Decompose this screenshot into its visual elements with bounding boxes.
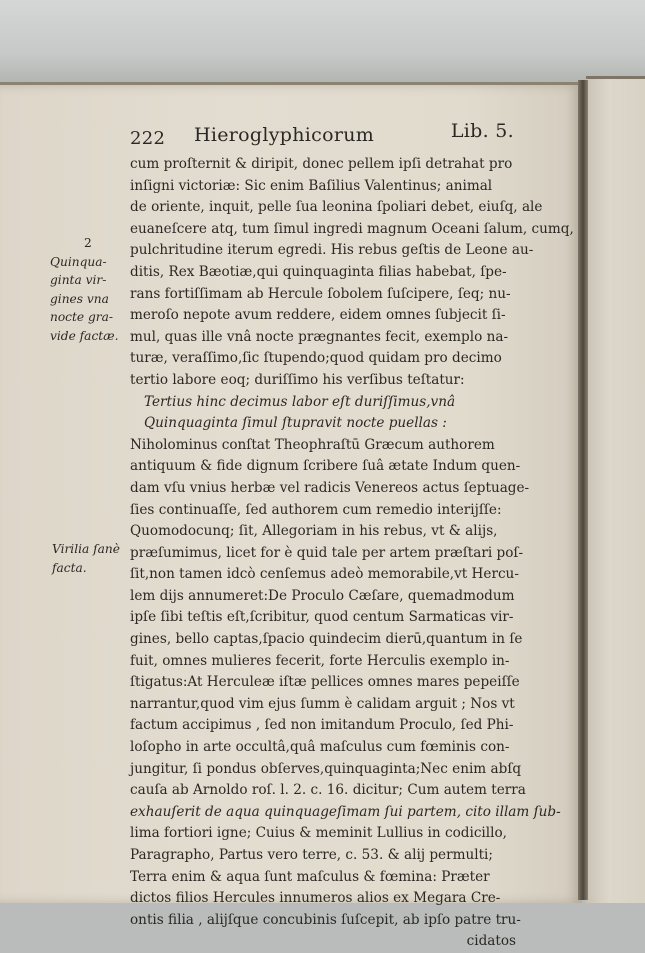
text-line: euaneſcere atq, tum ſimul ingredi magnum Oceani ſalum, cumq, <box>130 220 574 237</box>
text-line: lima fortiori igne; Cuius & meminit Lullius in codicillo, <box>130 825 507 842</box>
text-line: gines, bello captas,ſpacio quindecim dierū,quantum in ſe <box>130 631 523 648</box>
page-number: 222 <box>130 128 166 149</box>
text-line: meroſo nepote avum reddere, eidem omnes ſubjecit ſi- <box>130 307 506 324</box>
margin-note-line: vide factæ. <box>50 328 119 343</box>
text-line: lem dijs annumeret:De Proculo Cæſare, quemadmodum <box>130 587 515 604</box>
text-line: loſopho in arte occultâ,quâ maſculus cum fœminis con- <box>130 739 510 756</box>
book-label: Lib. 5. <box>450 120 514 142</box>
text-line: cauſa ab Arnoldo roſ. l. 2. c. 16. dicitur; Cum autem terra <box>130 782 526 799</box>
text-line: ſies continuaſſe, ſed authorem cum remedio interijſſe: <box>130 501 502 518</box>
facing-page-edge <box>586 76 645 903</box>
page-text-block <box>130 120 574 953</box>
text-line-italic: exhauſerit de aqua quinquageſimam ſui partem, cito illam ſub- <box>130 803 561 820</box>
catchword: cidatos <box>466 933 516 950</box>
margin-note-line: gines vna <box>50 291 109 306</box>
text-line: fuit, omnes mulieres fecerit, forte Herculis exemplo in- <box>130 652 510 669</box>
text-line: ditis, Rex Bæotiæ,qui quinquaginta filias habebat, ſpe- <box>130 263 507 280</box>
running-head <box>130 120 518 154</box>
margin-note-line: Virilia ſanè <box>52 542 120 556</box>
margin-note-line: facta. <box>52 560 87 575</box>
running-title: Hieroglyphicorum <box>194 124 375 146</box>
background-surface <box>0 0 645 90</box>
text-line: mul, quas ille vnâ nocte prægnantes fecit, exemplo na- <box>130 328 509 345</box>
text-line: rans fortiſſimam ab Hercule ſobolem ſuſcipere, ſeq; nu- <box>130 285 511 302</box>
text-line: præſumimus, licet for è quid tale per artem præſtari poſ- <box>130 544 524 561</box>
text-line: narrantur,quod vim ejus ſumm è calidam arguit ; Nos vt <box>130 695 515 712</box>
text-line: pulchritudine iterum egredi. His rebus geſtis de Leone au- <box>130 242 534 259</box>
text-line: inſigni victoriæ: Sic enim Baſilius Valentinus; animal <box>130 177 493 194</box>
margin-note-virilia <box>52 540 120 577</box>
text-line: dam vſu vnius herbæ vel radicis Venereos actus ſeptuage- <box>130 479 530 496</box>
text-line: ipſe ſibi teſtis eſt,ſcribitur, quod centum Sarmaticas vir- <box>130 609 514 626</box>
text-line: antiquum & fide dignum ſcribere ſuâ ætate Indum quen- <box>130 458 521 475</box>
margin-note-quinquaginta <box>50 234 119 345</box>
text-line: ontis filia , alijſque concubinis ſuſcepit, ab ipſo patre tru- <box>130 911 521 928</box>
margin-note-number: 2 <box>84 236 92 250</box>
margin-note-line: nocte gra- <box>50 310 114 324</box>
text-line: jungitur, ſi pondus obſerves,quinquaginta;Nec enim abſq <box>130 760 522 777</box>
text-line: Quomodocunq; ſit, Allegoriam in his rebus, vt & alijs, <box>130 523 498 540</box>
text-line: turæ, veraſſimo,ſic ſtupendo;quod quidam pro decimo <box>130 350 502 367</box>
text-line: tertio labore eoq; duriſſimo his verſibus teſtatur: <box>130 371 465 388</box>
text-line: Niholominus conſtat Theophraſtū Græcum authorem <box>130 436 495 453</box>
text-line: factum accipimus , ſed non imitandum Proculo, ſed Phi- <box>130 717 514 734</box>
text-line: Paragrapho, Partus vero terre, c. 53. & alij permulti; <box>130 847 493 863</box>
margin-note-line: ginta vir- <box>50 273 107 287</box>
text-line: ſit,non tamen idcò cenſemus adeò memorabile,vt Hercu- <box>130 566 519 583</box>
text-line: de oriente, inquit, pelle ſua leonina ſpoliari debet, eiuſq, ale <box>130 199 543 216</box>
text-line: dictos filios Hercules innumeros alios ex Megara Cre- <box>130 890 501 907</box>
margin-note-line: Quinqua- <box>50 254 107 269</box>
book-gutter <box>578 80 588 900</box>
verse-line: Tertius hinc decimus labor eſt duriſſimus,vnâ <box>144 393 456 410</box>
text-line: Terra enim & aqua ſunt maſculus & fœmina: Præter <box>130 868 490 885</box>
verse-line: Quinquaginta ſimul ſtupravit nocte puellas : <box>144 415 447 432</box>
text-line: cum proſternit & diripit, donec pellem ipſi detrahat pro <box>130 156 513 172</box>
text-line: ſtigatus:At Herculeæ iſtæ pellices omnes mares pepeiſſe <box>130 674 520 691</box>
